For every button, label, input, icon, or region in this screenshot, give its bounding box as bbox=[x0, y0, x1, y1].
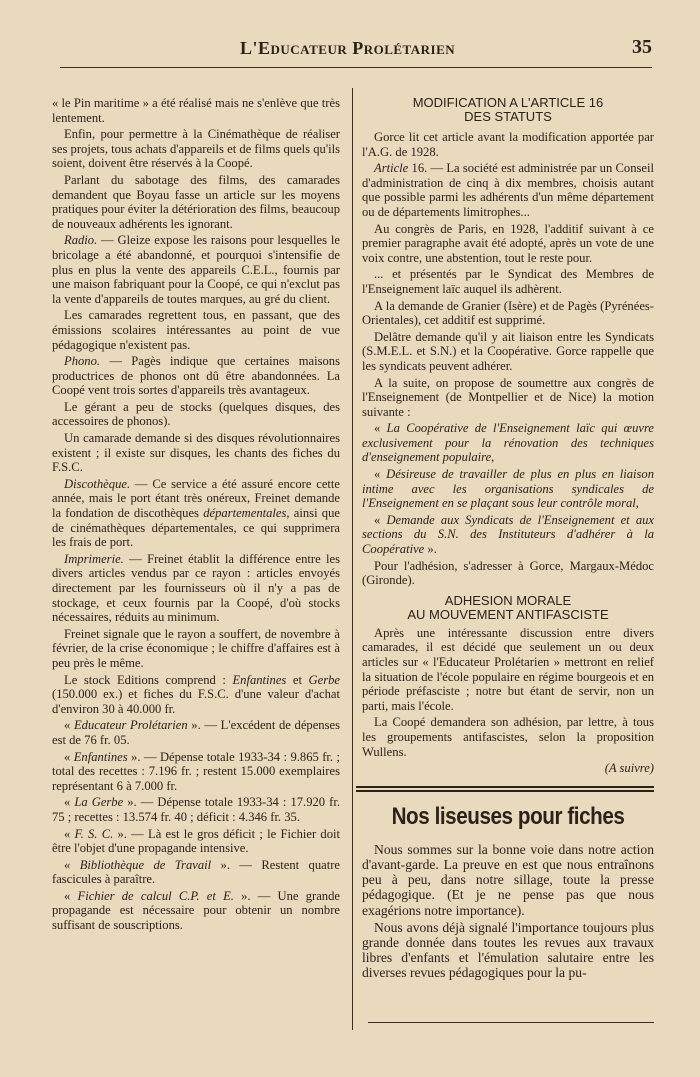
paragraph: ... et présentés par le Syndicat des Membres de l'Enseignement laïc auquel ils adhèrent. bbox=[362, 267, 654, 296]
paragraph: A la demande de Granier (Isère) et de Pagès (Pyrénées-Orientales), cet additif est supprimé. bbox=[362, 298, 654, 328]
heading-line: MODIFICATION A L'ARTICLE 16 bbox=[412, 95, 604, 110]
left-column bbox=[52, 96, 340, 935]
emphasis: La Coopérative de l'Enseignement laïc qui œuvre exclusivement pour la rénovation des techniques d'enseignement populaire, bbox=[362, 421, 654, 465]
paragraph: Enfin, pour permettre à la Cinémathèque de réaliser ses projets, tous achats d'appareils et de films quels qu'ils soient, doivent être réservés à la Coopé. bbox=[52, 127, 340, 171]
page-header bbox=[60, 34, 660, 70]
paragraph-article bbox=[362, 161, 654, 219]
emphasis: Enfantines bbox=[232, 672, 287, 687]
motion-item bbox=[362, 467, 654, 511]
paragraph: Pour l'adhésion, s'adresser à Gorce, Margaux-Médoc (Gironde). bbox=[362, 558, 654, 588]
text: « bbox=[374, 421, 387, 436]
emphasis: Désireuse de travailler de plus en plus en liaison intime avec les organisations syndicales de l'Enseignement en se plaçant sous leur contrôle moral, bbox=[362, 467, 654, 511]
header-rule bbox=[60, 67, 652, 68]
section-text: — Pagès indique que certaines maisons productrices de phonos ont dû être abandonnées. La Coopé vent trois sortes d'appareils très avantageux. bbox=[52, 354, 340, 398]
paragraph-fichier bbox=[52, 889, 340, 933]
paragraph: Au congrès de Paris, en 1928, l'additif suivant à ce premier paragraphe avait été adopté, après un vote de une voix contre, une abstention, tout le reste pour. bbox=[362, 221, 654, 265]
text: « bbox=[64, 857, 80, 872]
page-number: 35 bbox=[632, 36, 652, 58]
heading-line: AU MOUVEMENT ANTIFASCISTE bbox=[407, 606, 609, 622]
article-body bbox=[362, 842, 654, 981]
emphasis: Gerbe bbox=[308, 672, 340, 687]
emphasis: La Gerbe bbox=[74, 795, 124, 810]
paragraph: A la suite, on propose de soumettre aux congrès de l'Enseignement (de Montpellier et de Nice) la motion suivante : bbox=[362, 375, 654, 419]
emphasis: Fichier de calcul C.P. et E. bbox=[77, 888, 234, 903]
paragraph: Nous sommes sur la bonne voie dans notre action d'avant-garde. La preuve en est que nous entraînons peu à peu, dans notre sillage, toute la presse pédagogique. (Et je ne pense pas que nous exagérions notre importance). bbox=[362, 841, 654, 918]
article-title: Nos liseuses pour fiches bbox=[391, 802, 625, 830]
paragraph: Gorce lit cet article avant la modification apportée par l'A.G. de 1928. bbox=[362, 130, 654, 159]
section-label: Imprimerie. bbox=[64, 551, 124, 566]
section-heading bbox=[362, 96, 654, 124]
paragraph: Delâtre demande qu'il y ait liaison entre les Syndicats (S.M.E.L. et S.N.) et la Coopérative. Gorce rappelle que les syndicats peuvent adhérer. bbox=[362, 329, 654, 373]
section-label: Radio. bbox=[64, 233, 98, 248]
right-column bbox=[362, 96, 654, 983]
paragraph-educateur bbox=[52, 718, 340, 747]
text: « bbox=[64, 795, 75, 810]
text: « bbox=[64, 718, 74, 733]
bottom-rule bbox=[368, 1022, 654, 1023]
heading-line: ADHESION MORALE bbox=[444, 592, 572, 608]
paragraph-stock bbox=[52, 673, 340, 717]
paragraph-gerbe bbox=[52, 795, 340, 824]
motion-item bbox=[362, 513, 654, 557]
paragraph: Un camarade demande si des disques révolutionnaires existent ; il existe sur disques, les chants des fiches du F.S.C. bbox=[52, 431, 340, 475]
emphasis: départementales, bbox=[203, 506, 290, 521]
paragraph: Nous avons déjà signalé l'importance toujours plus grande donnée dans toutes les revues aux travaux libres d'enfants et l'émulation salutaire entre les diverses revues pédagogiques pour la pu- bbox=[362, 919, 654, 981]
paragraph-phono bbox=[52, 354, 340, 398]
to-be-continued: (A suivre) bbox=[604, 761, 654, 776]
text: ». — Dépense totale 1933-34 : 17.920 fr. 75 ; recettes : 13.574 fr. 40 ; déficit : 4.346 fr. 35. bbox=[52, 795, 340, 824]
section-label: Phono. bbox=[64, 354, 101, 369]
emphasis: Educateur Prolétarien bbox=[73, 718, 188, 733]
text: 16. — La société est administrée par un Conseil d'administration de cinq à dix membres, choisis autant que possible parmi les adhérents d'un même département ou de départements limitrophes... bbox=[362, 161, 654, 219]
text: ». — L'excédent de dépenses est de 76 fr. 05. bbox=[52, 718, 340, 747]
text: ». — Là est le gros déficit ; le Fichier doit être l'objet d'une propagande intensive. bbox=[52, 826, 340, 856]
paragraph: Les camarades regrettent tous, en passant, que des émissions scolaires intéressantes au point de vue pédagogique n'existent pas. bbox=[52, 308, 340, 352]
text: ». — Une grande propagande est nécessaire pour obtenir un nombre suffisant de souscriptions. bbox=[52, 888, 340, 933]
paragraph: « le Pin maritime » a été réalisé mais ne s'enlève que très lentement. bbox=[52, 96, 340, 125]
emphasis: F. S. C. bbox=[74, 826, 114, 841]
section-label: Discothèque. bbox=[64, 476, 131, 491]
paragraph: Freinet signale que le rayon a souffert, de novembre à février, de la crise économique ; le chiffre d'affaires est à peu près le même. bbox=[52, 626, 340, 670]
paragraph: Après une intéressante discussion entre divers camarades, il est décidé que seulement un ou deux articles sur « l'Educateur Prolétarien » mettront en relief la situation de l'école populaire en régime bourgeois et en période préfasciste ; notre but étant de servir, non un parti, mais l'école. bbox=[362, 625, 654, 713]
emphasis: Demande aux Syndicats de l'Enseignement et aux sections du S.N. des Instituteurs d'adhérer à la Coopérative bbox=[362, 512, 655, 557]
double-rule bbox=[356, 786, 654, 792]
column-divider bbox=[352, 88, 353, 1030]
paragraph-fsc bbox=[52, 827, 340, 856]
heading-line: DES STATUTS bbox=[464, 109, 552, 124]
paragraph-imprimerie bbox=[52, 552, 340, 625]
text: Le stock Editions comprend : bbox=[64, 672, 233, 687]
paragraph-radio bbox=[52, 233, 340, 306]
paragraph-discotheque bbox=[52, 477, 340, 550]
emphasis: Article bbox=[374, 161, 409, 176]
text: et bbox=[286, 672, 309, 687]
text: ». bbox=[424, 542, 437, 557]
section-text: ainsi que de cinémathèques départementales, ce qui supprimera les frais de port. bbox=[52, 506, 340, 550]
paragraph: La Coopé demandera son adhésion, par lettre, à tous les groupements antifascistes, selon la proposition Wullens. bbox=[362, 715, 654, 759]
journal-title: L'Educateur Prolétarien bbox=[240, 38, 456, 58]
text: « bbox=[64, 749, 74, 764]
section-heading bbox=[362, 594, 654, 622]
paragraph: Parlant du sabotage des films, des camarades demandent que Boyau fasse un article sur les moyens pratiques pour éviter la détérioration des films, beaucoup de nouveaux adhérents les ignorant. bbox=[52, 172, 340, 231]
emphasis: Bibliothèque de Travail bbox=[79, 857, 212, 872]
text: « bbox=[64, 888, 78, 903]
motion-item bbox=[362, 421, 654, 465]
section-text: — Gleize expose les raisons pour lesquelles le bricolage a été abandonné, et pourquoi s'intensifie de plus en plus la vente des appareils C.E.L., fournis par une maison fabriquant pour la Coopé, ce qui n'exclut pas la vente d'appareils de toutes marques, au gré du client. bbox=[52, 233, 340, 306]
emphasis: Enfantines bbox=[73, 749, 128, 764]
text: ». — Dépense totale 1933-34 : 9.865 fr. ; total des recettes : 7.196 fr. ; restent 15.000 exemplaires représentant 6 à 7.000 fr. bbox=[52, 749, 340, 793]
text: « bbox=[64, 826, 75, 841]
text: « bbox=[374, 512, 387, 527]
section-text: — Ce service a été assuré encore cette année, mais le port étant très onéreux, Freinet demande la fondation de discothèques bbox=[52, 476, 340, 521]
text: « bbox=[374, 467, 387, 482]
text: ». — Restent quatre fascicules à paraître. bbox=[52, 857, 341, 887]
section-text: — Freinet établit la différence entre les divers articles vendus par ce rayon : articles envoyés directement par les fournisseurs où il n'y a pas de stockage, et ceux fournis par la Coopé, d'où stocks nécessaires, réduits au minimum. bbox=[52, 551, 340, 625]
paragraph-enfantines bbox=[52, 750, 340, 794]
paragraph-bibliotheque bbox=[52, 858, 340, 887]
paragraph: Le gérant a peu de stocks (quelques disques, des accessoires de phonos). bbox=[52, 399, 340, 429]
text: (150.000 ex.) et fiches du F.S.C. d'une valeur d'achat d'environ 30 à 40.000 fr. bbox=[52, 687, 340, 716]
